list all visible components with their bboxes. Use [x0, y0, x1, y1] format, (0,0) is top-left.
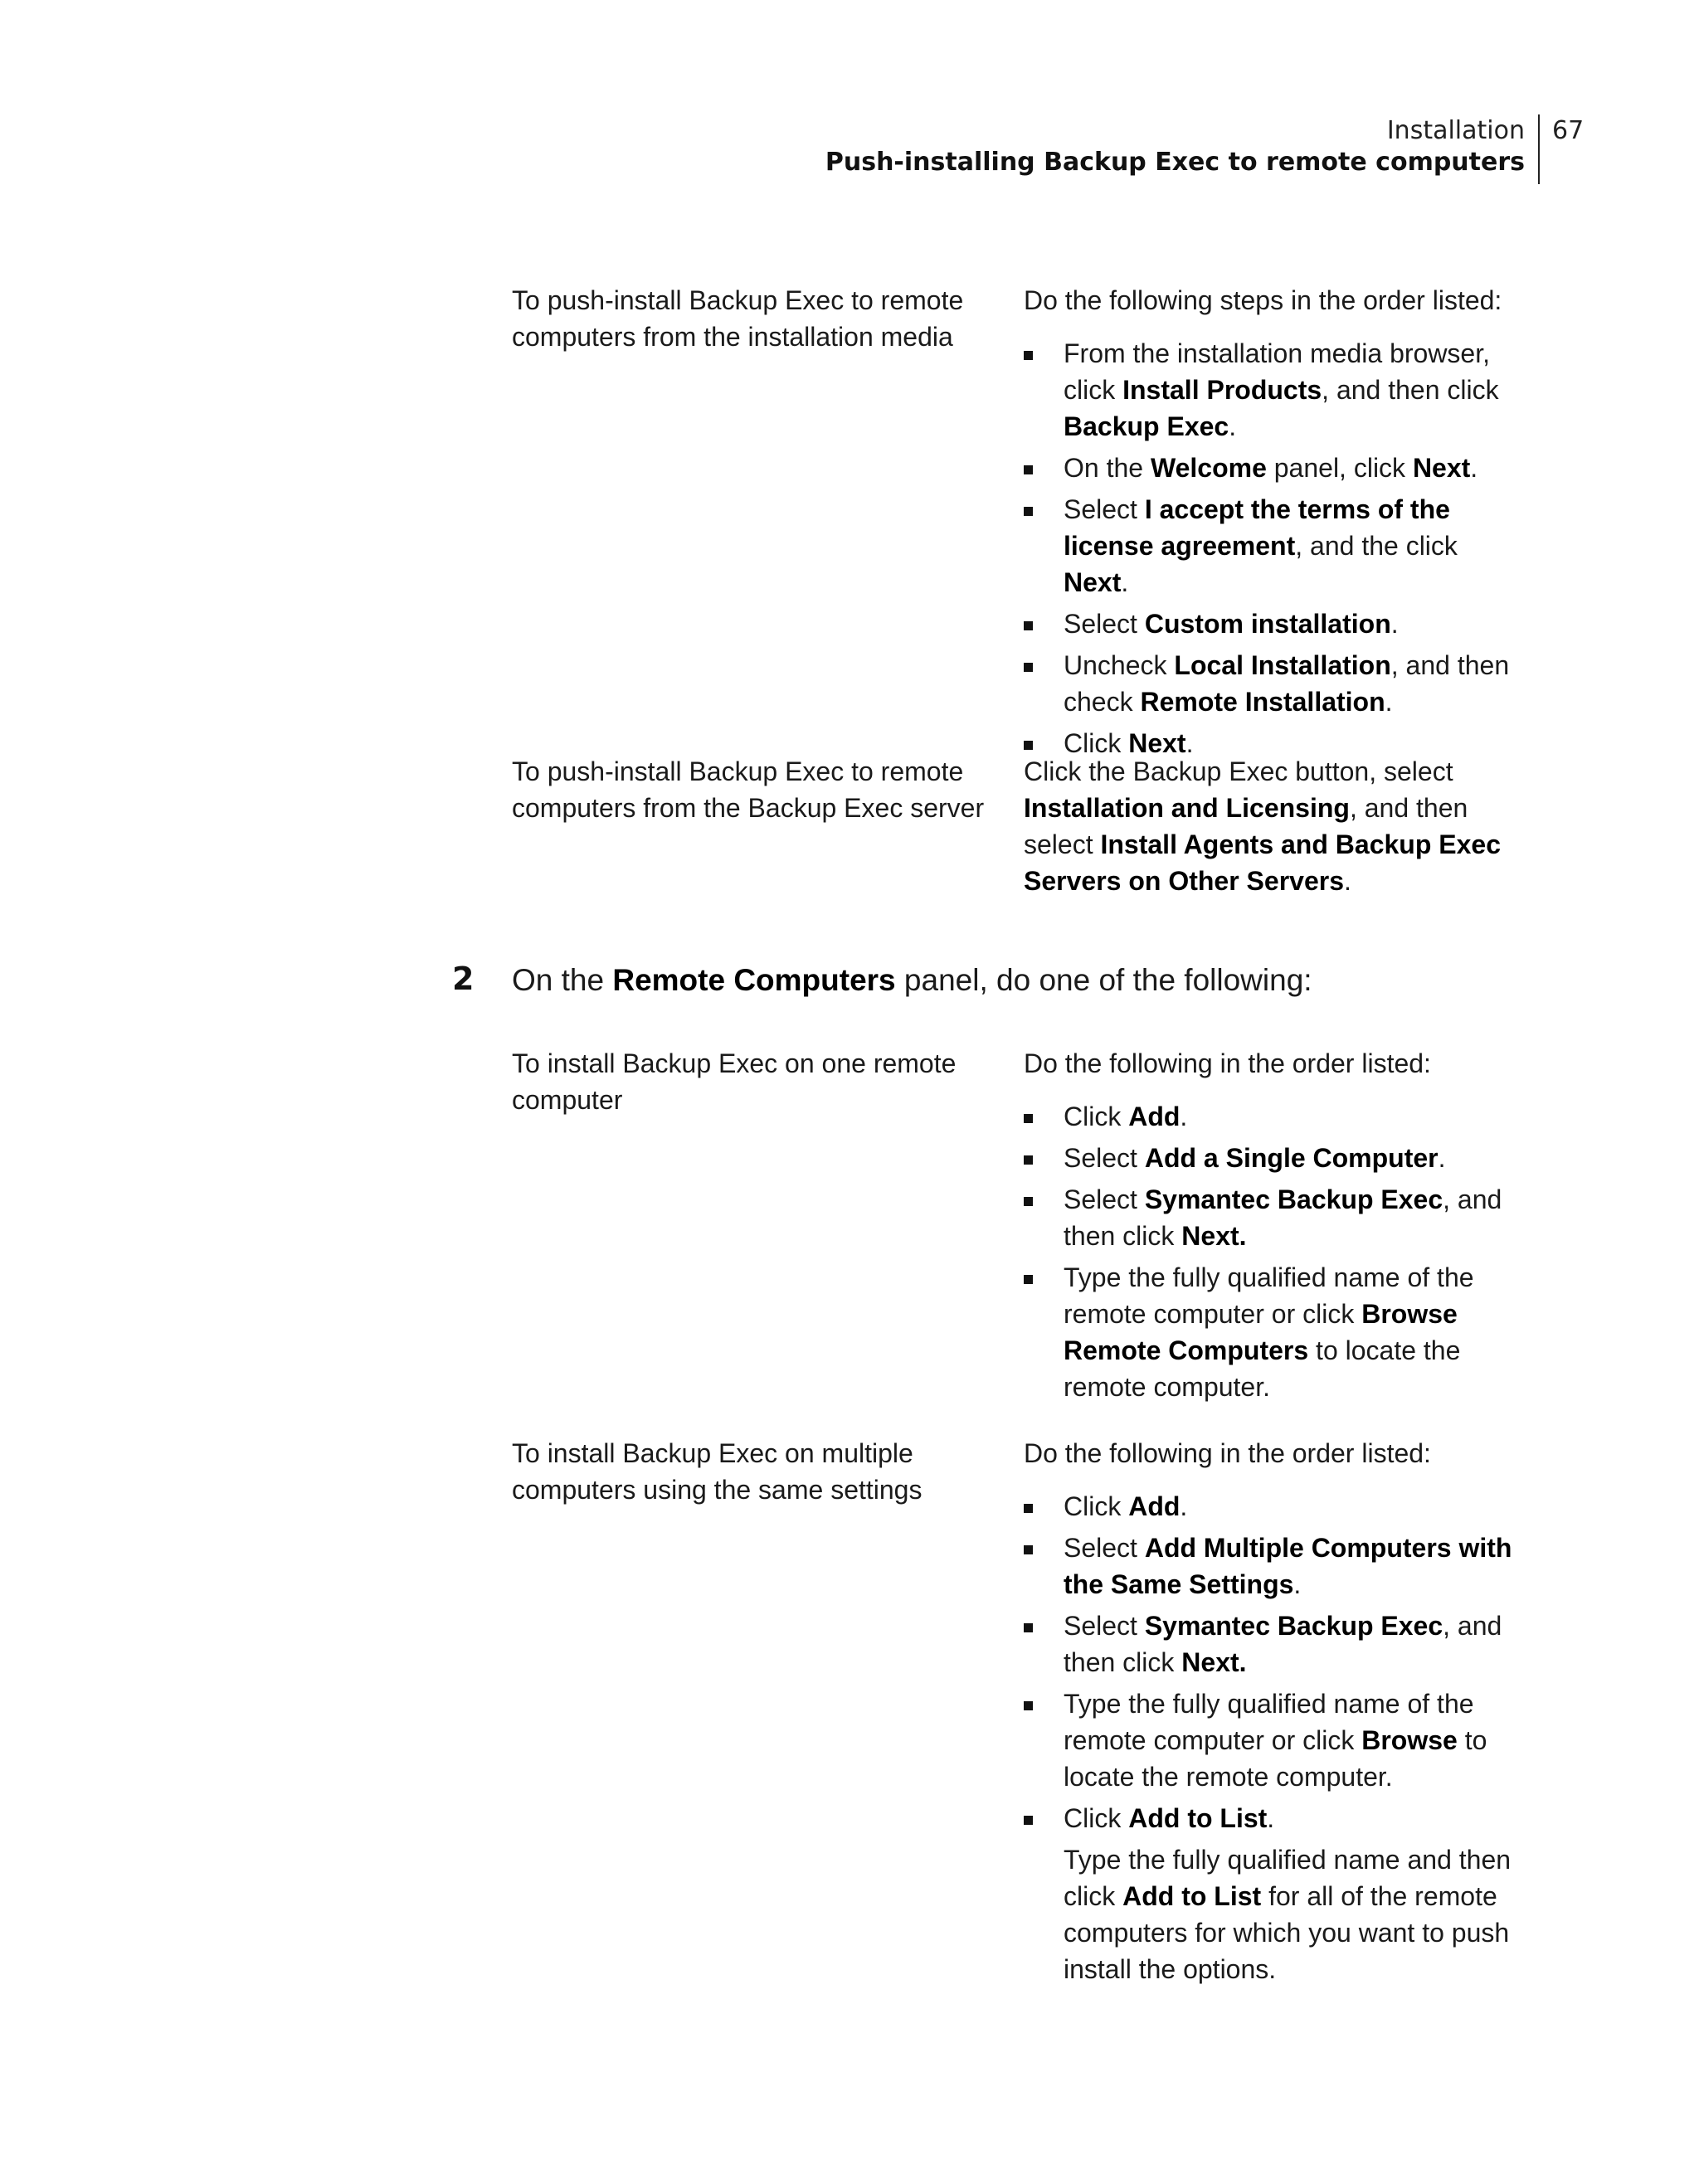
page-number: 67: [1552, 116, 1585, 145]
list-item: Select I accept the terms of the license agreement, and the click Next.: [1024, 491, 1528, 601]
list-item: Click Add.: [1024, 1098, 1528, 1135]
table-row: [512, 1045, 1528, 1405]
list-item: Select Custom installation.: [1024, 606, 1528, 642]
list-item: Select Add a Single Computer.: [1024, 1140, 1528, 1176]
step-number: 2: [452, 961, 475, 997]
list-item: Click Add.: [1024, 1488, 1528, 1525]
list-item: Select Add Multiple Computers with the Same Settings.: [1024, 1530, 1528, 1603]
row-instructions: [1024, 1435, 1528, 1987]
row-label: To install Backup Exec on multiple computers using the same settings: [512, 1438, 923, 1505]
list-item: From the installation media browser, click Install Products, and then click Backup Exec.: [1024, 335, 1528, 445]
remote-computers-table: [512, 1045, 1528, 1410]
table-row: [512, 753, 1528, 899]
step-text: On the Remote Computers panel, do one of the following:: [512, 963, 1312, 997]
bullet-icon: [1024, 1545, 1033, 1554]
section-title: Push-installing Backup Exec to remote computers: [825, 148, 1525, 177]
bullet-icon: [1024, 621, 1033, 630]
remote-computers-table-row-2: [512, 1435, 1528, 1992]
bullet-icon: [1024, 741, 1033, 750]
header-divider: [1538, 114, 1540, 184]
row-instructions: [1024, 753, 1528, 899]
bullet-icon: [1024, 1623, 1033, 1632]
table-row: [512, 1435, 1528, 1987]
instructions-intro: Do the following in the order listed:: [1024, 1438, 1431, 1468]
push-install-table: [512, 282, 1528, 766]
row-label: To push-install Backup Exec to remote computers from the Backup Exec server: [512, 756, 985, 823]
list-item: Select Symantec Backup Exec, and then click Next.: [1024, 1608, 1528, 1681]
table-row: [512, 282, 1528, 761]
instructions-intro: Do the following steps in the order listed:: [1024, 285, 1502, 315]
chapter-title: Installation: [1386, 116, 1525, 145]
steps-list: [1024, 1098, 1528, 1405]
bullet-icon: [1024, 1275, 1033, 1284]
list-item-note: Type the fully qualified name and then click Add to List for all of the remote computers for which you want to push install the options.: [1064, 1845, 1512, 1984]
bullet-icon: [1024, 1155, 1033, 1165]
bullet-icon: [1024, 1504, 1033, 1513]
row-label: To push-install Backup Exec to remote computers from the installation media: [512, 285, 964, 352]
bullet-icon: [1024, 1197, 1033, 1206]
list-item: Type the fully qualified name of the remote computer or click Browse Remote Computers to locate the remote computer.: [1024, 1259, 1528, 1405]
row-instructions: [1024, 1045, 1528, 1405]
instructions-paragraph: Click the Backup Exec button, select Installation and Licensing, and then select Install Agents and Backup Exec Servers on Other Servers.: [1024, 756, 1501, 896]
list-item: On the Welcome panel, click Next.: [1024, 450, 1528, 486]
bullet-icon: [1024, 507, 1033, 516]
running-header: [0, 114, 1699, 189]
push-install-table-row-2: [512, 753, 1528, 899]
bullet-icon: [1024, 1816, 1033, 1825]
list-item: Type the fully qualified name of the remote computer or click Browse to locate the remote computer.: [1024, 1685, 1528, 1795]
bullet-icon: [1024, 1701, 1033, 1710]
list-item: Select Symantec Backup Exec, and then click Next.: [1024, 1181, 1528, 1254]
steps-list: [1024, 335, 1528, 761]
bullet-icon: [1024, 351, 1033, 360]
row-label: To install Backup Exec on one remote computer: [512, 1048, 957, 1115]
list-item: Click Add to List. Type the fully qualified name and then click Add to List for all of the remote computers for which you want to push install the options.: [1024, 1800, 1528, 1987]
step-2: [452, 961, 1614, 1002]
bullet-icon: [1024, 465, 1033, 474]
row-instructions: [1024, 282, 1528, 761]
list-item: Click Next.: [1024, 725, 1528, 761]
bullet-icon: [1024, 663, 1033, 672]
list-item: Uncheck Local Installation, and then check Remote Installation.: [1024, 647, 1528, 720]
steps-list: [1024, 1488, 1528, 1987]
bullet-icon: [1024, 1114, 1033, 1123]
instructions-intro: Do the following in the order listed:: [1024, 1048, 1431, 1078]
